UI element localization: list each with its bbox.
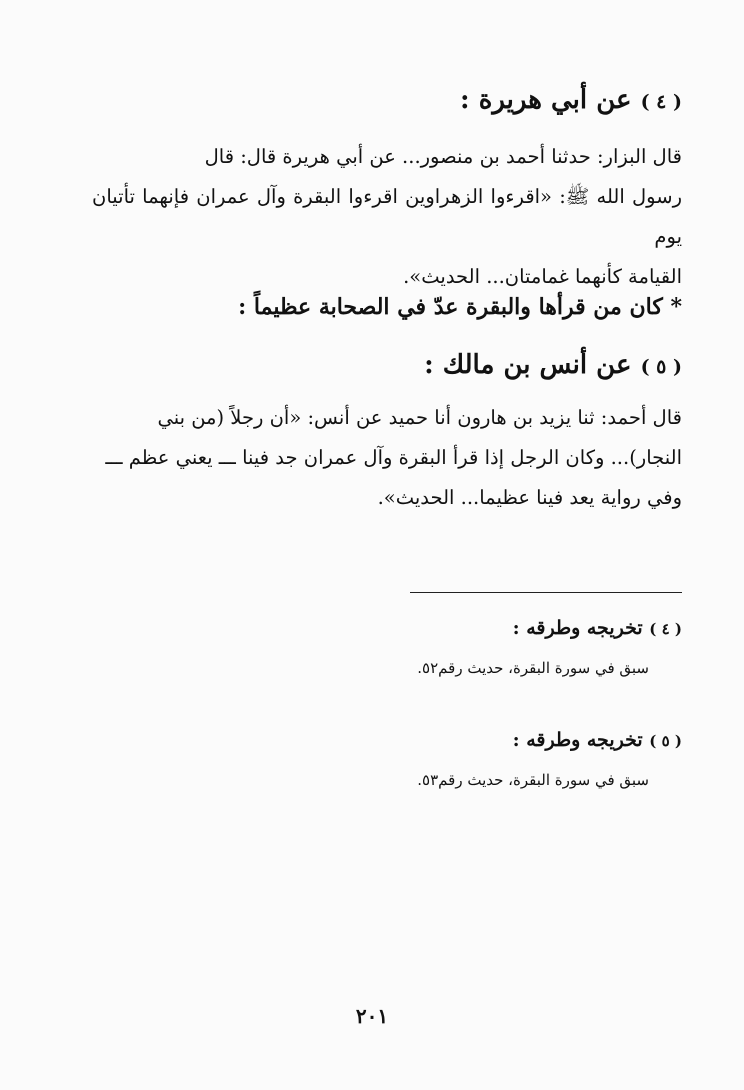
- section-5-number: ( ٥ ): [640, 356, 682, 378]
- section-5-heading: [92, 345, 682, 387]
- footnote-4-text: سبق في سورة البقرة، حديث رقم٥٢.: [417, 659, 649, 677]
- chapter-subheading: * كان من قرأها والبقرة عدّ في الصحابة عظيماً :: [238, 294, 682, 320]
- footnote-4-number: ( ٤ ): [649, 620, 682, 638]
- footnote-5-number: ( ٥ ): [649, 732, 682, 750]
- page-number: ٢٠١: [355, 1004, 389, 1028]
- footnote-4-title: تخريجه وطرقه :: [512, 617, 643, 639]
- footnote-5-title: تخريجه وطرقه :: [512, 729, 643, 751]
- section-5-paragraph: [92, 398, 682, 518]
- footnote-5-text: سبق في سورة البقرة، حديث رقم٥٣.: [417, 771, 649, 789]
- section-5-line: النجار)... وكان الرجل إذا قرأ البقرة وآل عمران جد فينا ـــ يعني عظم ـــ: [105, 446, 682, 469]
- section-4-line: قال البزار: حدثنا أحمد بن منصور... عن أبي هريرة قال: قال: [204, 145, 682, 168]
- section-4-line: القيامة كأنهما غمامتان... الحديث».: [403, 265, 682, 288]
- footnote-4-heading: [92, 613, 682, 644]
- section-4-number: ( ٤ ): [640, 91, 682, 113]
- section-4-line: رسول الله ﷺ: «اقرءوا الزهراوين اقرءوا البقرة وآل عمران فإنهما تأتيان يوم: [92, 185, 682, 248]
- section-4-title: عن أبي هريرة :: [460, 85, 632, 115]
- section-5-line: قال أحمد: ثنا يزيد بن هارون أنا حميد عن أنس: «أن رجلاً (من بني: [157, 406, 682, 429]
- section-4-heading: [92, 80, 682, 122]
- section-4-paragraph: [92, 137, 682, 297]
- section-5-line: وفي رواية يعد فينا عظيما... الحديث».: [377, 486, 682, 509]
- footnote-5-heading: [92, 725, 682, 756]
- section-5-title: عن أنس بن مالك :: [424, 350, 632, 380]
- footnote-divider: [410, 592, 682, 593]
